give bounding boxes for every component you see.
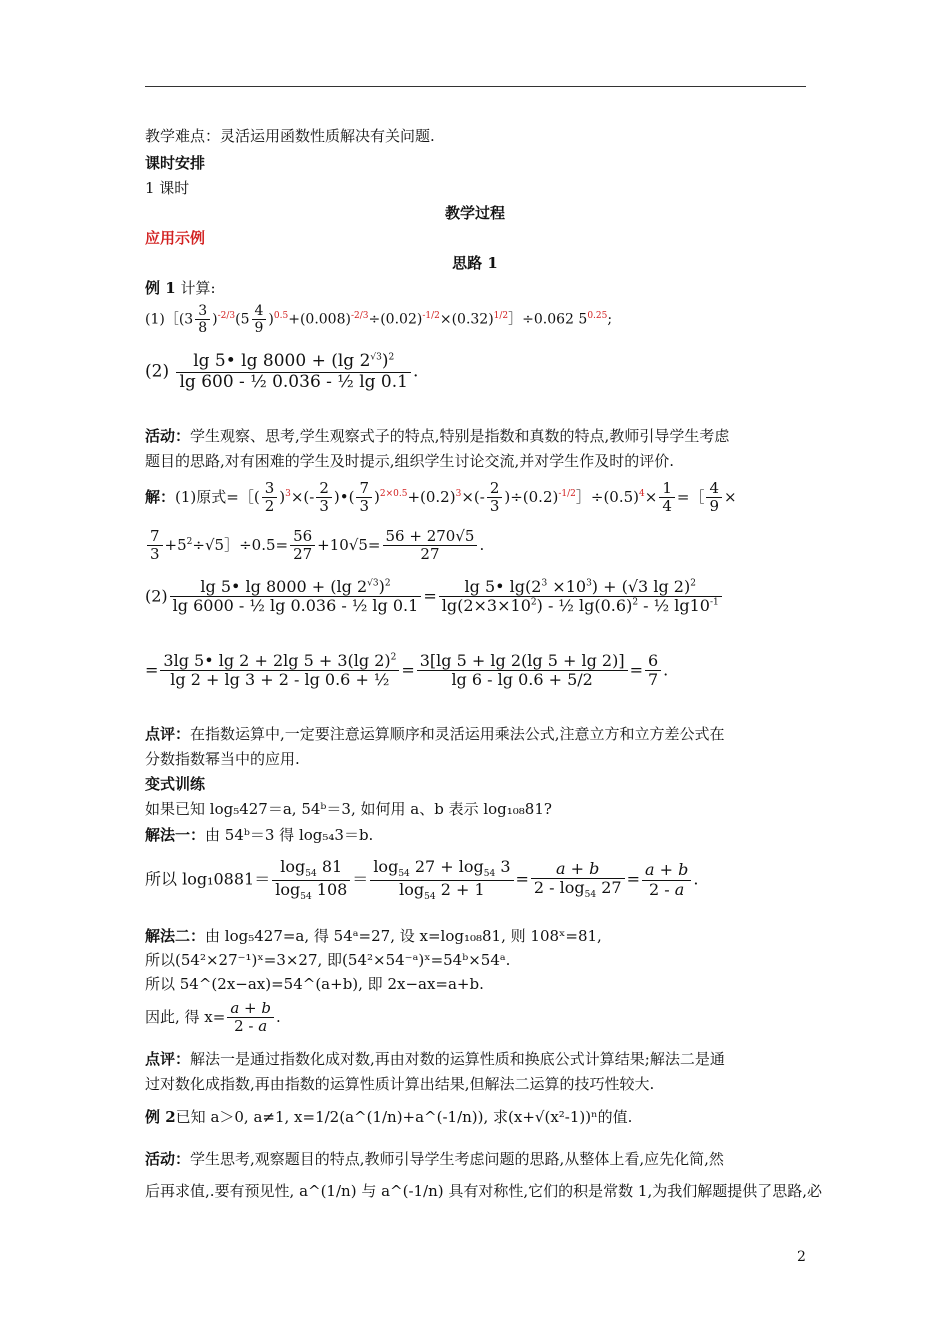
solution1-formula: 解：(1)原式=［( $\frac{3}{2}$ )$^3$×(- $\frac{2}{3}$ )•( $\frac{7}{3}$ )$^{2\times 0.5}+(0.2)^3\times(-$ $\frac{2}{3}$ )$\div(0.2)^{-1/2}]\div(0.5)^4\times$ $\frac{1}{4}$ =［ $\frac{4}{9}$ × [145, 479, 737, 516]
activity2-text2: 后再求值,.要有预见性, a^(1/n) 与 a^(-1/n) 具有对称性,它们的积是常数 1,为我们解题提供了思路,必 [145, 1182, 823, 1200]
solution2-formula: (2) $\frac{\lg 5• \lg 8000 + (\lg 2^{√3})^2}{\text{lg 6000 - ½ lg 0.036 - ½ lg 0.1}}$ = $\frac{\lg 5• \lg(2^3 \times 10^3) + (√3 \lg 2)^2}{\lg(2\times 3\times 10^2) - \frac{1}{2} \lg(0.6)^2 - \frac{1}{2} \lg 10^{-1}}$ [145, 578, 724, 616]
solution-label: 解： [145, 487, 176, 506]
method1-text: 由 54ᵇ＝3 得 log₅₄3＝b. [205, 826, 374, 844]
process-heading: 教学过程 [444, 204, 505, 222]
method1-result-formula: 所以 log₁0881＝ $\frac{\log_{54} 81}{\log_{54} 108}$ ＝ $\frac{\log_{54} 27 + \log_{54} 3}{\log_{54} 2 + 1}$ = $\frac{a + b}{2 - \log_{54} 27}$ = $\frac{a + b}{2 - a}$ . [145, 857, 699, 902]
activity2-line1 [145, 1150, 724, 1168]
example2-text: 已知 a＞0, a≠1, x=1/2(a^(1/n)+a^(-1/n)), 求(x+√(x²-1))ⁿ的值. [175, 1108, 633, 1126]
schedule-heading: 课时安排 [145, 154, 206, 172]
activity1-text2: 题目的思路,对有困难的学生及时提示,组织学生讨论交流,并对学生作及时的评价. [145, 452, 675, 470]
solution1-formula-cont: $\frac{7}{3}$ $+5^2\div√5]\div 0.5=$ $\frac{56}{27}$ +10√5= $\frac{56 + 270√5}{27}$ . [145, 528, 484, 564]
activity2-text1: 学生思考,观察题目的特点,教师引导学生考虑问题的思路,从整体上看,应先化简,然 [190, 1150, 724, 1168]
comment1-line1 [145, 725, 725, 743]
example1-text: 计算: [180, 279, 216, 297]
comment2-label: 点评： [145, 1050, 191, 1068]
comment1-label: 点评： [145, 725, 191, 743]
method2-line1 [145, 927, 602, 945]
method1-line [145, 826, 373, 844]
example1-line [145, 279, 216, 297]
method2-label: 解法二： [145, 927, 206, 945]
comment2-line1 [145, 1050, 725, 1068]
comment1-text2: 分数指数幂当中的应用. [145, 750, 300, 768]
activity1-text1: 学生观察、思考,学生观察式子的特点,特别是指数和真数的特点,教师引导学生考虑 [190, 427, 730, 445]
difficulty-line: 教学难点：灵活运用函数性质解决有关问题. [145, 127, 435, 145]
variant-heading: 变式训练 [145, 775, 206, 793]
method2-text1: 由 log₅427=a, 得 54ᵃ=27, 设 x=log₁₀₈81, 则 108ˣ=81, [205, 927, 602, 945]
method2-line4: 因此, 得 x= $\frac{a + b}{2 - a}$ . [145, 999, 281, 1036]
example1-part2-formula: (2) $\frac{\lg 5• \lg 8000 + (\lg 2^{√3})^2}{\text{lg 600 - ½ 0.036 - ½ lg 0.1}}$ . [145, 351, 419, 392]
page-number: 2 [797, 1249, 806, 1265]
method2-line4-prefix: 因此, 得 x= [145, 1007, 226, 1026]
examples-heading: 应用示例 [145, 229, 206, 247]
method2-line3: 所以 54^(2x−ax)=54^(a+b), 即 2x−ax=a+b. [145, 975, 484, 993]
example2-label: 例 2 [145, 1108, 176, 1126]
solution2-formula-cont: = $\frac{3\lg 5• \lg 2 + 2\lg 5 + 3(\lg 2)^2}{\text{lg 2 + lg 3 + 2 - lg 0.6 + ½}}$ = $\frac{3[\lg 5 + \lg 2(\lg 5 + \lg 2)]}{\lg 6 - \lg 0.6 + 5/2}$ = $\frac{6}{7}$ . [145, 651, 669, 690]
comment1-text1: 在指数运算中,一定要注意运算顺序和灵活运用乘法公式,注意立方和立方差公式在 [190, 725, 725, 743]
activity2-label: 活动： [145, 1150, 191, 1168]
method1-label: 解法一： [145, 826, 206, 844]
example2-line [145, 1108, 632, 1126]
method2-line2: 所以(54²×27⁻¹)ˣ=3×27, 即(54²×54⁻ᵃ)ˣ=54ᵇ×54ᵃ. [145, 951, 511, 969]
comment2-text2: 过对数化成指数,再由指数的运算性质计算出结果,但解法二运算的技巧性较大. [145, 1075, 655, 1093]
activity1-line1 [145, 427, 729, 445]
schedule-value: 1 课时 [145, 179, 190, 197]
method1-result-prefix: 所以 log₁0881＝ [145, 869, 271, 889]
variant-text: 如果已知 log₅427＝a, 54ᵇ＝3, 如何用 a、b 表示 log₁₀₈81? [145, 800, 552, 818]
header-rule [145, 86, 806, 87]
comment2-text1: 解法一是通过指数化成对数,再由对数的运算性质和换底公式计算结果;解法二是通 [190, 1050, 725, 1068]
approach-heading: 思路 1 [452, 254, 498, 272]
example1-part1-formula: (1)［(3 $\frac{3}{8}$ )$^{-2/3}$(5 $\frac{4}{9}$ )$^{0.5}+(0.008)^{-2/3}\div(0.02)^{-1/2}\times(0.32)^{1/2}]\div 0.062$ $5^{0.25}$; [145, 303, 613, 337]
activity1-label: 活动： [145, 427, 191, 445]
example1-label: 例 1 [145, 279, 176, 297]
